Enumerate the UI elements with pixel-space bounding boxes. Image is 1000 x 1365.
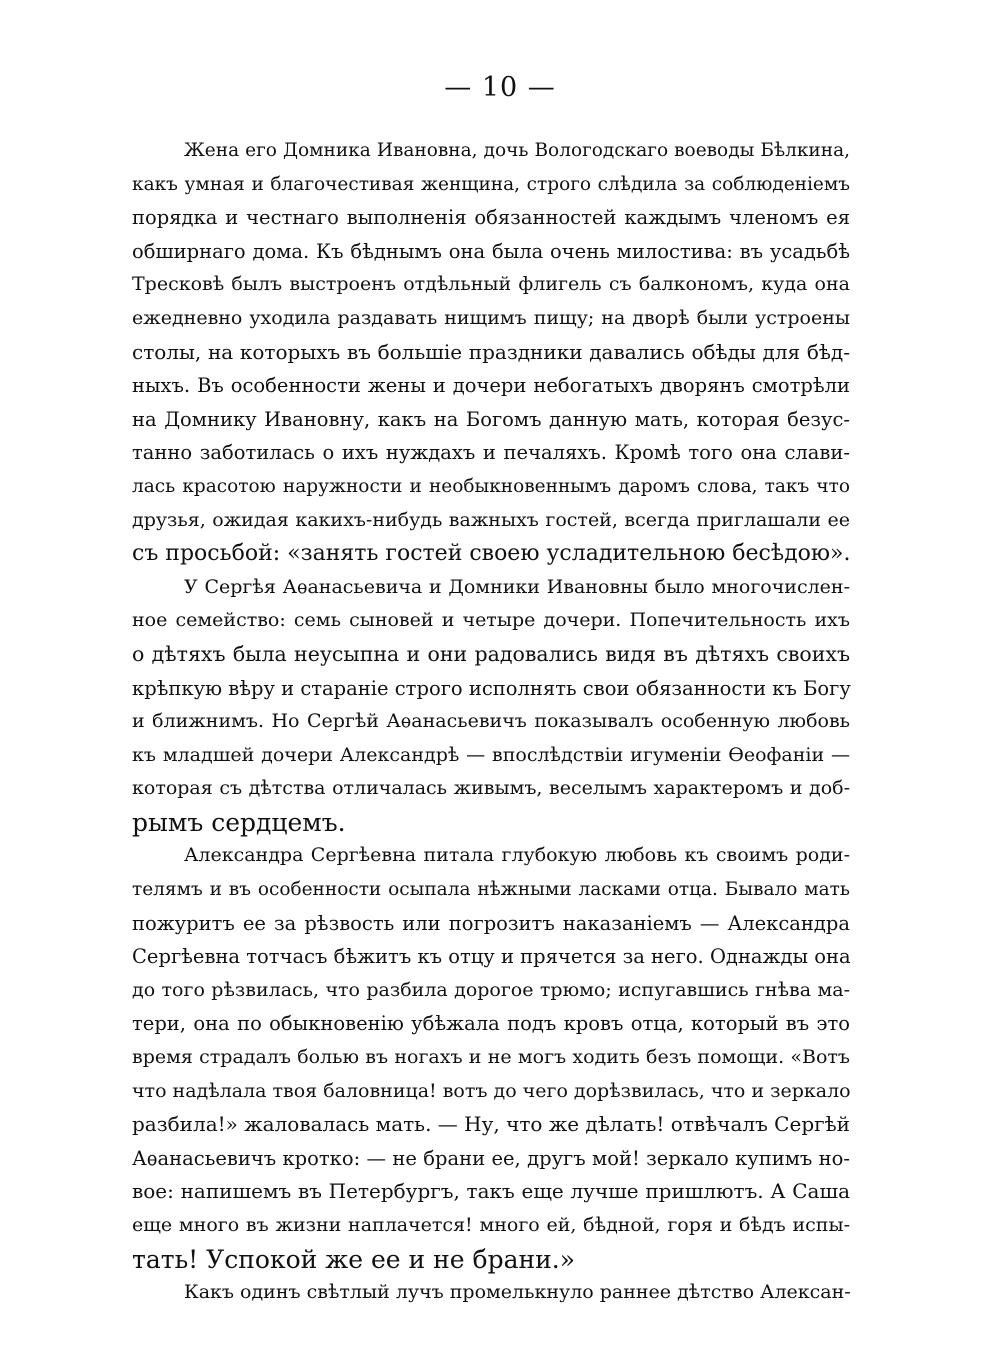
text-line: и ближнимъ. Но Сергѣй Аѳанасьевичъ показывалъ особенную любовь xyxy=(132,710,850,733)
text-line: ное семейство: семь сыновей и четыре дочери. Попечительность ихъ xyxy=(132,609,850,632)
text-line: Александра Сергѣевна питала глубокую любовь къ своимъ роди- xyxy=(184,844,850,867)
page-text xyxy=(132,134,850,1310)
text-line: тать! Успокой же ее и не брани.» xyxy=(132,1244,576,1274)
text-line: которая съ дѣтства отличалась живымъ, веселымъ характеромъ и доб- xyxy=(132,777,850,800)
text-line: къ младшей дочери Александрѣ — впослѣдствіи игуменіи Ѳеофаніи — xyxy=(132,743,850,766)
text-line: еще много въ жизни наплачется! много ей, бѣдной, горя и бѣдъ испы- xyxy=(132,1214,850,1236)
text-line: Жена его Домника Ивановна, дочь Вологодскаго воеводы Бѣлкина, xyxy=(184,140,850,161)
paragraph xyxy=(132,839,850,1276)
text-line: обширнаго дома. Къ бѣднымъ она была очень милостива: въ усадьбѣ xyxy=(132,239,850,263)
text-line: танно заботилась о ихъ нуждахъ и печаляхъ. Кромѣ того она слави- xyxy=(132,441,850,465)
text-line: ныхъ. Въ особенности жены и дочери небогатыхъ дворянъ смотрѣли xyxy=(132,374,850,398)
text-line: столы, на которыхъ въ большіе праздники давались обѣды для бѣд- xyxy=(132,339,850,364)
text-line: Аѳанасьевичъ кротко: — не брани ее, другъ мой! зеркало купимъ но- xyxy=(132,1146,850,1170)
text-line: что надѣлала твоя баловница! вотъ до чего дорѣзвилась, что и зеркало xyxy=(132,1079,851,1102)
text-line: до того рѣзвилась, что разбила дорогое трюмо; испугавшись гнѣва ма- xyxy=(132,978,850,1001)
text-line: ежедневно уходила раздавать нищимъ пищу; на дворѣ были устроены xyxy=(132,306,850,329)
text-line: съ просьбой: «занять гостей своею усладительною бесѣдою». xyxy=(132,541,851,567)
page-number: — 10 — xyxy=(444,72,556,103)
text-line: лась красотою наружности и необыкновеннымъ даромъ слова, такъ что xyxy=(132,475,850,497)
text-line: какъ умная и благочестивая женщина, строго слѣдила за соблюденіемъ xyxy=(132,173,850,195)
text-line: друзья, ожидая какихъ-нибудь важныхъ гостей, всегда приглашали ее xyxy=(132,508,850,531)
text-line: на Домнику Ивановну, какъ на Богомъ данную мать, которая безус- xyxy=(132,407,850,431)
paragraph xyxy=(132,134,850,571)
text-line: крѣпкую вѣру и стараніе строго исполнять свои обязанности къ Богу xyxy=(132,676,851,700)
text-line: разбила!» жаловалась мать. — Ну, что же дѣлать! отвѣчалъ Сергѣй xyxy=(132,1112,850,1137)
text-line: о дѣтяхъ была неусыпна и они радовались видя въ дѣтяхъ своихъ xyxy=(132,641,850,666)
text-line: тери, она по обыкновенію убѣжала подъ кровъ отца, который въ это xyxy=(132,1012,850,1036)
text-line: Тресковѣ былъ выстроенъ отдѣльный флигель съ балкономъ, куда она xyxy=(132,273,850,296)
text-line: пожуритъ ее за рѣзвость или погрозитъ наказаніемъ — Александра xyxy=(132,911,850,935)
text-line: Сергѣевна тотчасъ бѣжитъ къ отцу и прячется за него. Однажды она xyxy=(132,945,851,969)
text-line: Какъ одинъ свѣтлый лучъ промелькнуло раннее дѣтство Алексан- xyxy=(184,1281,851,1304)
text-line: телямъ и въ особенности осыпала нѣжными ласками отца. Бывало мать xyxy=(132,879,850,901)
paragraph xyxy=(132,1276,850,1310)
text-line: рымъ сердцемъ. xyxy=(132,807,346,837)
text-line: порядка и честнаго выполненія обязанностей каждымъ членомъ ея xyxy=(132,206,850,230)
text-line: вое: напишемъ въ Петербургъ, такъ еще лучше пришлютъ. А Саша xyxy=(132,1179,850,1204)
paragraph xyxy=(132,571,850,840)
text-line: время страдалъ болью въ ногахъ и не могъ ходить безъ помощи. «Вотъ xyxy=(132,1046,850,1069)
text-line: У Сергѣя Аѳанасьевича и Домники Ивановны было многочислен- xyxy=(184,575,850,598)
